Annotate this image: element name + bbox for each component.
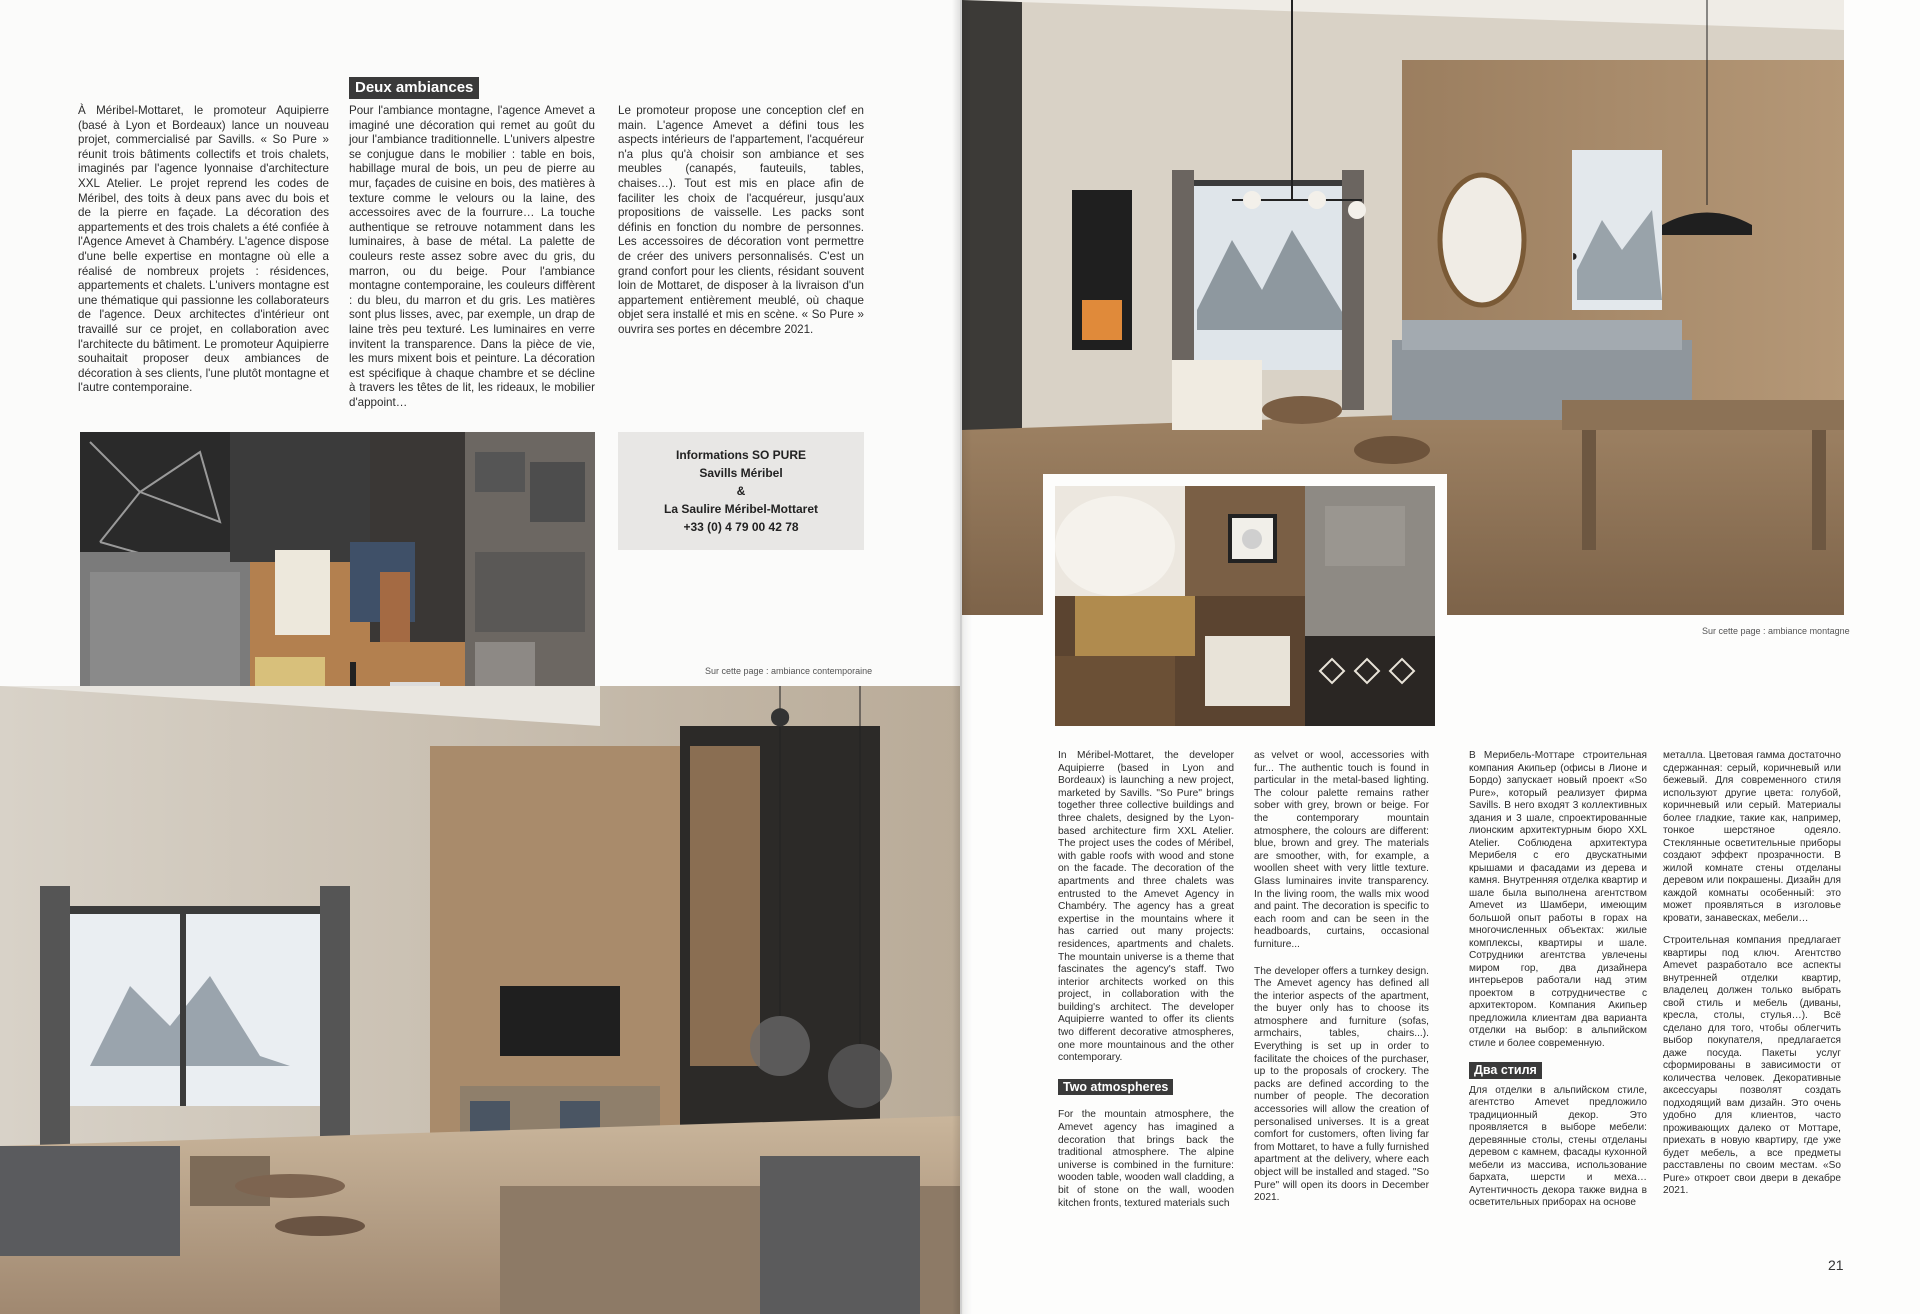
info-agency-1: Savills Méribel xyxy=(699,466,783,480)
en-paragraph-1: In Méribel-Mottaret, the developer Aquipierre (based in Lyon and Bordeaux) is launching a new project, marketed by Savills. "So Pure" brings together three collective buildings and three chalets, designed by the Lyon-based architecture firm XXL Atelier. The project uses the codes of Méribel, with gable roofs with wood and stone on the facade. The decoration of the apartments and three chalets was entrusted to the Amevet Agency in Chambéry. The agency has a great expertise in the mountains where it has carried out many projects: residences, apartments and chalets. The mountain universe is a theme that fascinates the agency's staff. Two interior architects worked on this project, in collaboration with the building's architect. The developer Aquipierre wanted to offer its clients two different decorative atmospheres, one more mountainous and the other contemporary. xyxy=(1058,750,1234,1064)
info-phone: +33 (0) 4 79 00 42 78 xyxy=(683,520,799,534)
ru-paragraph-3: металла. Цветовая гамма достаточно сдержанная: серый, коричневый или бежевый. Для современного стиля используют другие цвета: голубой, коричневый или серый. Материалы более гладкие, такие как, например, тонкое шерстяное одеяло. Стеклянные осветительные приборы создают эффект прозрачности. В жилой комнате стены отделаны деревом или покрашены. Дизайн для каждой комнаты особенный: это может проявляться в изголовье кровати, занавесках, мебели… xyxy=(1663,750,1841,924)
pendant-light-icon: ⬤ xyxy=(770,706,791,726)
info-ampersand: & xyxy=(736,484,746,498)
fr-column-2: Pour l'ambiance montagne, l'agence Amevet a imaginé une décoration qui remet au goût du jour l'ambiance traditionnelle. L'univers alpestre se conjugue dans le mobilier : table en bois, habillage mural de bois, un peu de pierre au mur, façades de cuisine en bois, des matières à texture comme le velours ou la laine, des accessoires avec de la fourrure… La touche authentique se retrouve notamment dans les luminaires, à base de métal. La palette de couleurs reste assez sobre avec du gris, du marron, ou du beige. Pour l'ambiance montagne contemporaine, les couleurs diffèrent : du bleu, du marron et du gris. Les matières sont plus lisses, avec, par exemple, un drap de laine très peu texturé. Les luminaires en verre invitent la transparence. Dans la pièce de vie, les murs mixent bois et peinture. La décoration est spécifique à chaque chambre et se décline à travers les têtes de lit, les rideaux, le mobilier d'appoint… xyxy=(349,104,595,409)
right-page xyxy=(962,0,1920,1314)
ru-paragraph-2: Для отделки в альпийском стиле, агентство Amevet предложило традиционный декор. Это проявляется в выборе мебели: деревянные столы, стены отделаны деревом с камнем, фасады кухонной мебели из массива, использование бархата, шерсти и меха… Аутентичность декора также видна в осветительных приборах на основе xyxy=(1469,1084,1647,1208)
contemporary-living-room-photo xyxy=(0,686,960,1314)
fr-column-3: Le promoteur propose une conception clef en main. L'agence Amevet a défini tous les aspects intérieurs de l'appartement, l'acquéreur n'a plus qu'à choisir son ambiance et ses meubles (canapés, fauteuils, tables, chaises…). Tout est mis en place afin de faciliter les choix de l'acquéreur, jusqu'aux propositions de vaisselle. Les packs sont définis en fonction du nombre de personnes. Les accessoires de décoration vont permettre de créer des univers personnalisés. C'est un grand confort pour les clients, résidant souvent loin de Mottaret, de disposer à la livraison d'un appartement entièrement meublé, où chaque objet sera installé et mis en scène. « So Pure » ouvrira ses portes en décembre 2021. xyxy=(618,104,864,336)
info-title: Informations SO PURE xyxy=(675,448,806,462)
caption-mountain: Sur cette page : ambiance montagne xyxy=(1702,626,1850,636)
section-heading-dva-stilya: Два стиля xyxy=(1469,1062,1542,1079)
section-heading-two-atmospheres: Two atmospheres xyxy=(1058,1079,1173,1096)
ru-column-2 xyxy=(1663,750,1841,1208)
en-paragraph-4: The developer offers a turnkey design. The Amevet agency has defined all the interior aspects of the apartment, the buyer only has to choose its atmosphere and furniture (sofas, armchairs, tables, chairs...). Everything is set up in order to facilitate the choices of the purchaser, up to the proposals of crockery. The packs are defined according to the number of people. The decoration accessories will allow the creation of personalised universes. It is a great comfort for customers, often living far from Mottaret, to have a fully furnished apartment at the delivery, where each object will be installed and staged. "So Pure" will open its doors in December 2021. xyxy=(1254,965,1429,1204)
section-heading-deux-ambiances: Deux ambiances xyxy=(349,77,479,99)
ru-column-1 xyxy=(1469,750,1647,1220)
info-box xyxy=(618,432,864,550)
info-agency-2: La Saulire Méribel-Mottaret xyxy=(663,502,819,516)
en-column-2 xyxy=(1254,750,1429,1215)
en-paragraph-2: For the mountain atmosphere, the Amevet agency has imagined a decoration that brings back the traditional atmosphere. The alpine universe is combined in the furniture: wooden table, wooden wall cladding, a bit of stone on the wall, wooden kitchen fronts, textured materials such xyxy=(1058,1109,1234,1209)
fr-column-1: À Méribel-Mottaret, le promoteur Aquipierre (basé à Lyon et Bordeaux) lance un nouveau projet, commercialisé par Savills. « So Pure » réunit trois bâtiments collectifs et trois chalets, imaginés par l'agence lyonnaise d'architecture XXL Atelier. Le projet reprend les codes de Méribel, des toits à deux pans avec du bois et de la pierre en façade. La décoration des appartements et des trois chalets a été confiée à l'Agence Amevet à Chambéry. L'agence dispose d'une belle expertise en montagne où elle a réalisé de nombreux projets : résidences, appartements et chalets. L'univers montagne est une thématique qui passionne les collaborateurs de l'agence. Deux architectes d'intérieur ont travaillé sur ce projet, en collaboration avec l'architecte du bâtiment. Le promoteur Aquipierre souhaitait proposer deux ambiances de décoration à ses clients, l'une plutôt montagne et l'autre contemporaine. xyxy=(78,104,329,395)
page-number: 21 xyxy=(1828,1257,1844,1273)
ru-paragraph-4: Строительная компания предлагает квартиры под ключ. Агентство Amevet разработало все аспекты внутренней отделки квартир, владелец должен только выбрать свой стиль и мебель (диваны, кресла, столы, стулья…). Всё сделано для того, чтобы облегчить выбор покупателя, предлагается даже посуда. Пакеты услуг сформированы в зависимости от количества человек. Декоративные аксессуары позволят создать подходящий вам дизайн. Это очень удобно для клиентов, часто проживающих далеко от Моттаре, приехать в новую квартиру, где уже будет мебель, а все предметы расставлены по своим местам. «So Pure» откроет свои двери в декабре 2021. xyxy=(1663,935,1841,1196)
moodboard-mountain-photo xyxy=(1043,474,1447,738)
wall-lamp-icon: ◗ xyxy=(1570,248,1580,265)
en-column-1 xyxy=(1058,750,1234,1220)
caption-contemporary: Sur cette page : ambiance contemporaine xyxy=(705,666,873,676)
en-paragraph-3: as velvet or wool, accessories with fur... The authentic touch is found in particular in the metal-based lighting. The colour palette remains rather sober with grey, brown or beige. For the contemporary mountain atmosphere, the colours are different: blue, brown and grey. The materials are smoother, with, for example, a woollen sheet with very little texture. Glass luminaires invite transparency. In the living room, the walls mix wood and paint. The decoration is specific to each room and can be seen in the headboards, curtains, occasional furniture... xyxy=(1254,750,1429,950)
page-spine xyxy=(952,0,972,1314)
ru-paragraph-1: В Мерибель-Моттаре строительная компания Акипьер (офисы в Лионе и Бордо) запускает новый проект «So Pure», который реализует фирма Savills. В него входят 3 коллективных здания и 3 шале, спроектированные лионским архитектурным бюро XXL Atelier. Соблюдена архитектура Мерибеля с его двускатными крышами и фасадами из дерева и камня. Внутренняя отделка квартир и шале была выполнена агентством Amevet из Шамбери, имеющим большой опыт работы в горах на многочисленных объектах: жилые комплексы, квартиры и шале. Сотрудники агентства увлечены миром гор, два дизайнера интерьеров работали над этим проектом в сотрудничестве с архитектором. Компания Акипьер предложила клиентам два варианта отделки на выбор: в альпийском стиле и более современную. xyxy=(1469,750,1647,1049)
